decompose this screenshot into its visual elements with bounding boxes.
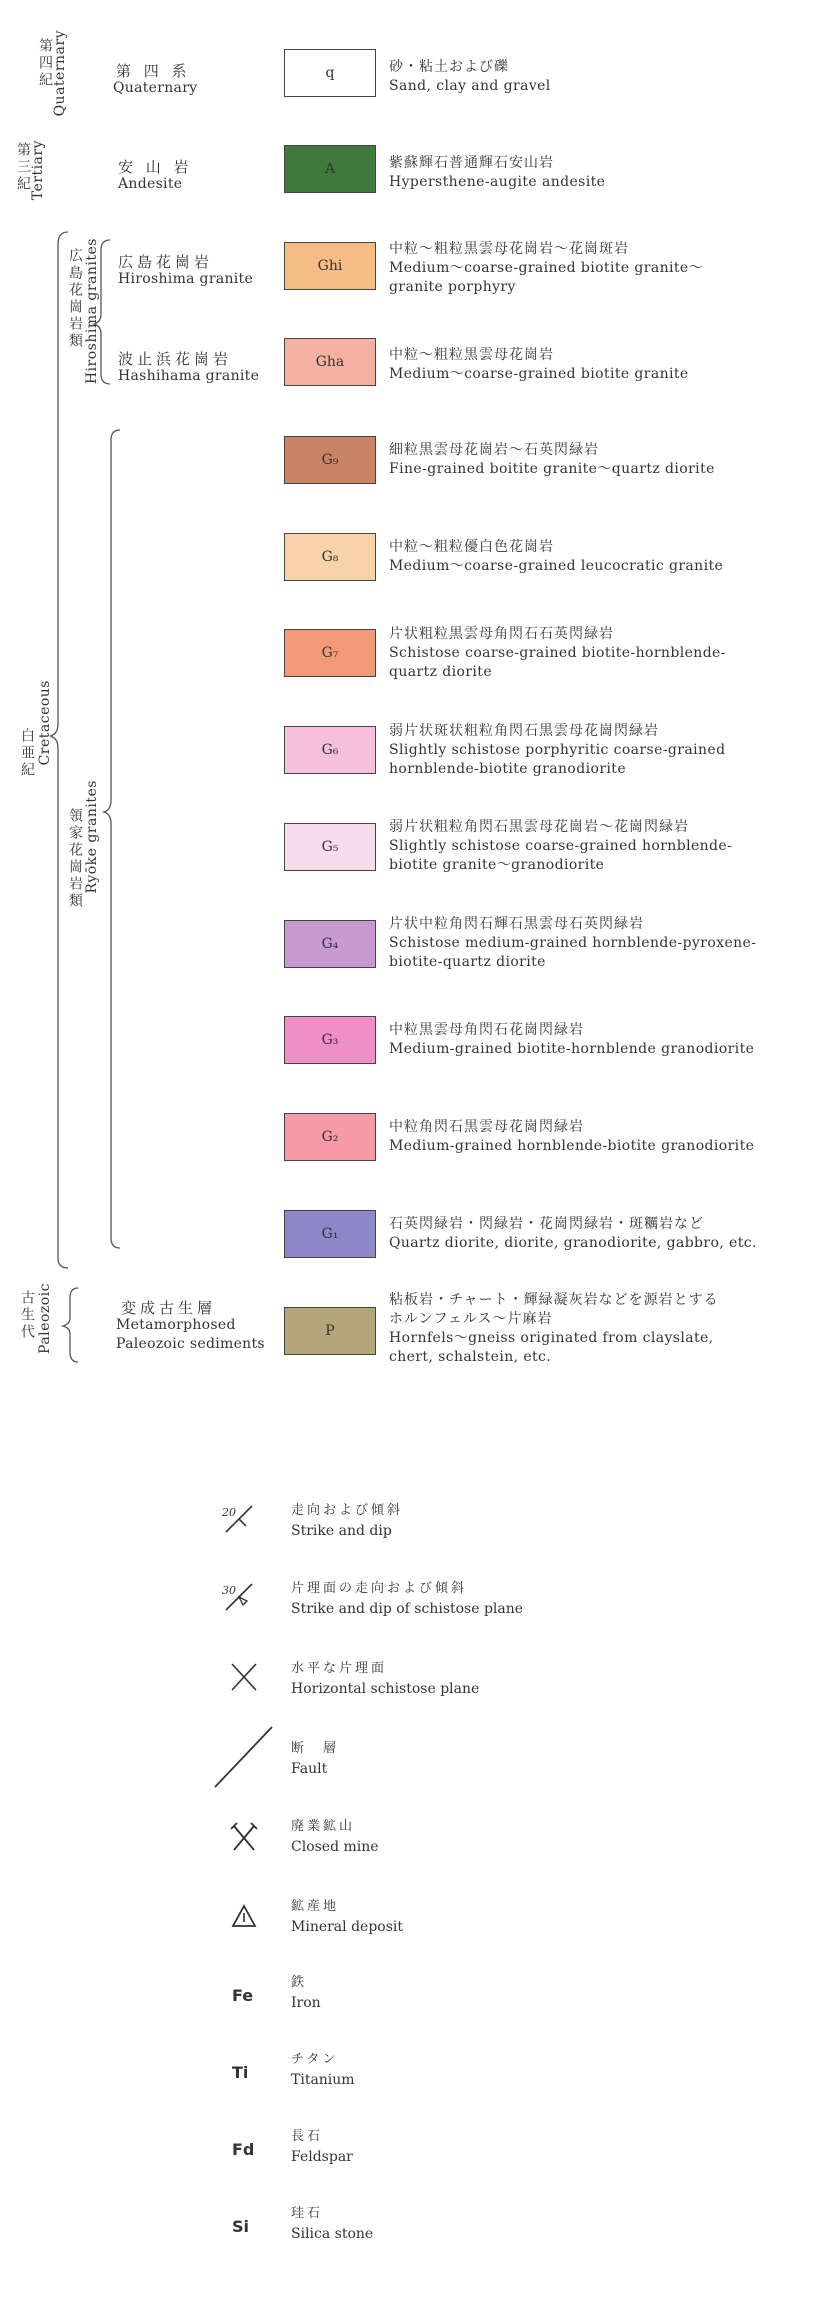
symbol-description: [291, 2126, 353, 2168]
unit-name-en: Metamorphosed: [116, 1317, 236, 1333]
symbol-label-ja: 廃業鉱山: [291, 1819, 356, 1834]
description-en: hornblende-biotite granodiorite: [389, 761, 627, 777]
description-en: Medium～coarse-grained biotite granite～: [389, 260, 703, 276]
description-ja: 中粒～粗粒黒雲母花崗岩: [389, 347, 554, 363]
fault-icon: [210, 1722, 280, 1792]
legend-box-g4: [284, 920, 376, 968]
symbol-label-ja: 鉄: [291, 1975, 308, 1990]
legend-description: [389, 1215, 757, 1253]
unit-name-ja: 広島花崗岩: [118, 253, 214, 271]
group-ryoke-en: Ryōke granites: [84, 780, 100, 894]
era-cretaceous-en: Cretaceous: [37, 680, 53, 766]
legend-symbol: G₇: [321, 645, 339, 661]
era-paleozoic-en: Paleozoic: [37, 1283, 53, 1354]
description-en: Medium～coarse-grained leucocratic granite: [389, 558, 724, 574]
iron-symbol: Fe: [232, 1986, 254, 2005]
symbol-description: [291, 1896, 403, 1938]
legend-box-g1: [284, 1210, 376, 1258]
legend-box-ghi: [284, 242, 376, 290]
titanium-symbol: Ti: [232, 2063, 249, 2082]
legend-description: [389, 818, 732, 875]
legend-symbol: G₄: [321, 936, 339, 952]
unit-name-ja: 第 四 系: [116, 62, 191, 80]
era-quaternary-en: Quaternary: [52, 30, 68, 117]
legend-box-g8: [284, 533, 376, 581]
legend-description: [389, 1021, 754, 1059]
horizontal-schistose-icon: [210, 1658, 260, 1698]
symbol-label-ja: 水平な片理面: [291, 1661, 388, 1676]
symbol-label-ja: 片理面の走向および傾斜: [291, 1581, 468, 1596]
legend-symbol: G₈: [321, 549, 339, 565]
closed-mine-icon: [210, 1818, 260, 1858]
legend-box-andesite: [284, 145, 376, 193]
symbol-description: [291, 1816, 379, 1858]
symbol-label-en: Titanium: [291, 2072, 355, 2088]
legend-symbol: A: [324, 161, 336, 177]
symbol-label-ja: 長石: [291, 2129, 324, 2144]
description-ja: 中粒角閃石黒雲母花崗閃緑岩: [389, 1119, 584, 1135]
description-ja: 中粒黒雲母角閃石花崗閃緑岩: [389, 1022, 584, 1038]
symbol-label-en: Fault: [291, 1761, 328, 1777]
symbol-label-en: Closed mine: [291, 1839, 379, 1855]
legend-box-gha: [284, 338, 376, 386]
description-ja: 片状中粒角閃石輝石黒雲母石英閃緑岩: [389, 916, 644, 932]
legend-symbol: G₁: [321, 1226, 339, 1242]
description-en: Schistose coarse-grained biotite-hornblende-: [389, 645, 726, 661]
legend-symbol: G₅: [321, 839, 339, 855]
symbol-description: [291, 1578, 523, 1620]
legend-box-g6: [284, 726, 376, 774]
description-en: Quartz diorite, diorite, granodiorite, gabbro, etc.: [389, 1235, 757, 1251]
symbol-label-ja: 珪石: [291, 2206, 324, 2221]
description-en: Hypersthene-augite andesite: [389, 174, 606, 190]
description-en: biotite-quartz diorite: [389, 954, 546, 970]
unit-name-ja: 安 山 岩: [118, 158, 193, 176]
description-ja: 紫蘇輝石普通輝石安山岩: [389, 155, 554, 171]
legend-description: [389, 1291, 719, 1367]
legend-symbol: Ghi: [317, 258, 343, 274]
description-ja: 細粒黒雲母花崗岩～石英閃緑岩: [389, 442, 599, 458]
legend-box-g7: [284, 629, 376, 677]
unit-name-en: Hiroshima granite: [118, 271, 254, 287]
legend-box-g5: [284, 823, 376, 871]
description-ja: 弱片状粗粒角閃石黒雲母花崗岩～花崗閃緑岩: [389, 819, 689, 835]
description-en: biotite granite～granodiorite: [389, 857, 605, 873]
description-en: quartz diorite: [389, 664, 493, 680]
legend-description: [389, 58, 551, 96]
description-en: Hornfels～gneiss originated from clayslate,: [389, 1330, 714, 1346]
legend-description: [389, 915, 756, 972]
era-tertiary-ja: 第三紀: [15, 142, 31, 193]
symbol-description: [291, 2049, 355, 2091]
description-ja: 中粒～粗粒優白色花崗岩: [389, 539, 554, 555]
unit-name-ja: 変成古生層: [121, 1299, 217, 1317]
symbol-description: [291, 1972, 321, 2014]
era-quaternary-ja: 第四紀: [37, 38, 53, 89]
legend-symbol: Gha: [315, 354, 345, 370]
symbol-label-ja: 鉱産地: [291, 1899, 340, 1914]
description-ja: 中粒～粗粒黒雲母花崗岩～花崗斑岩: [389, 241, 629, 257]
description-en: Medium-grained hornblende-biotite granodiorite: [389, 1138, 755, 1154]
era-braces: [0, 0, 140, 1390]
legend-box-g2: [284, 1113, 376, 1161]
legend-description: [389, 441, 715, 479]
symbol-description: [291, 1500, 403, 1542]
symbol-label-en: Mineral deposit: [291, 1919, 404, 1935]
legend-symbol: G₆: [321, 742, 339, 758]
feldspar-symbol: Fd: [232, 2140, 255, 2159]
era-paleozoic-ja: 古生代: [19, 1290, 35, 1341]
description-ja: 砂・粘土および礫: [389, 59, 509, 75]
description-ja: 石英閃緑岩・閃緑岩・花崗閃緑岩・斑糲岩など: [389, 1216, 704, 1232]
symbol-description: [291, 1738, 339, 1780]
description-en: granite porphyry: [389, 279, 516, 295]
unit-name-ja: 波止浜花崗岩: [118, 350, 233, 368]
description-en: Schistose medium-grained hornblende-pyroxene-: [389, 935, 757, 951]
era-tertiary-en: Tertiary: [30, 140, 46, 201]
description-en: chert, schalstein, etc.: [389, 1349, 552, 1365]
group-hiroshima-en: Hiroshima granites: [84, 238, 100, 385]
symbol-label-en: Horizontal schistose plane: [291, 1681, 480, 1697]
silica-symbol: Si: [232, 2217, 250, 2236]
dip-value: 30: [222, 1584, 236, 1597]
legend-description: [389, 722, 725, 779]
legend-description: [389, 1118, 754, 1156]
legend-symbol: G₃: [321, 1032, 339, 1048]
symbol-description: [291, 1658, 479, 1700]
symbol-description: [291, 2203, 373, 2245]
legend-symbol: P: [325, 1323, 335, 1339]
legend-box-p: [284, 1307, 376, 1355]
description-ja: 片状粗粒黒雲母角閃石石英閃緑岩: [389, 626, 614, 642]
group-hiroshima-ja: 広島花崗岩類: [67, 248, 83, 350]
legend-description: [389, 538, 723, 576]
legend-description: [389, 240, 703, 297]
group-ryoke-ja: 領家花崗岩類: [67, 808, 83, 910]
symbol-label-en: Strike and dip of schistose plane: [291, 1601, 524, 1617]
description-en: Sand, clay and gravel: [389, 78, 551, 94]
legend-symbol: q: [325, 65, 335, 81]
mineral-deposit-icon: [210, 1898, 260, 1938]
legend-box-g9: [284, 436, 376, 484]
unit-name-en: Paleozoic sediments: [116, 1336, 265, 1352]
description-ja: 粘板岩・チャート・輝緑凝灰岩などを源岩とする: [389, 1292, 719, 1308]
legend-description: [389, 346, 689, 384]
legend-symbol: G₂: [321, 1129, 339, 1145]
symbol-label-en: Iron: [291, 1995, 321, 2011]
legend-box-q: [284, 49, 376, 97]
symbol-label-en: Strike and dip: [291, 1523, 392, 1539]
symbol-label-ja: 断 層: [291, 1741, 340, 1756]
description-ja: 弱片状斑状粗粒角閃石黒雲母花崗閃緑岩: [389, 723, 659, 739]
strike-dip-icon: [210, 1502, 260, 1542]
symbol-label-ja: チタン: [291, 2052, 339, 2067]
legend-symbol: G₉: [321, 452, 339, 468]
description-ja: ホルンフェルス～片麻岩: [389, 1311, 553, 1327]
schistose-strike-dip-icon: [210, 1580, 260, 1620]
dip-value: 20: [222, 1506, 236, 1519]
description-en: Medium～coarse-grained biotite granite: [389, 366, 689, 382]
symbol-label-ja: 走向および傾斜: [291, 1503, 404, 1518]
legend-description: [389, 154, 605, 192]
description-en: Fine-grained boitite granite～quartz diorite: [389, 461, 715, 477]
unit-name-en: Hashihama granite: [118, 368, 260, 384]
symbol-label-en: Silica stone: [291, 2226, 374, 2242]
unit-name-en: Quaternary: [113, 80, 198, 96]
description-en: Medium-grained biotite-hornblende granodiorite: [389, 1041, 755, 1057]
symbol-label-en: Feldspar: [291, 2149, 353, 2165]
legend-box-g3: [284, 1016, 376, 1064]
era-cretaceous-ja: 白亜紀: [19, 728, 35, 779]
description-en: Slightly schistose porphyritic coarse-grained: [389, 742, 726, 758]
description-en: Slightly schistose coarse-grained hornblende-: [389, 838, 733, 854]
legend-description: [389, 625, 726, 682]
unit-name-en: Andesite: [118, 176, 183, 192]
